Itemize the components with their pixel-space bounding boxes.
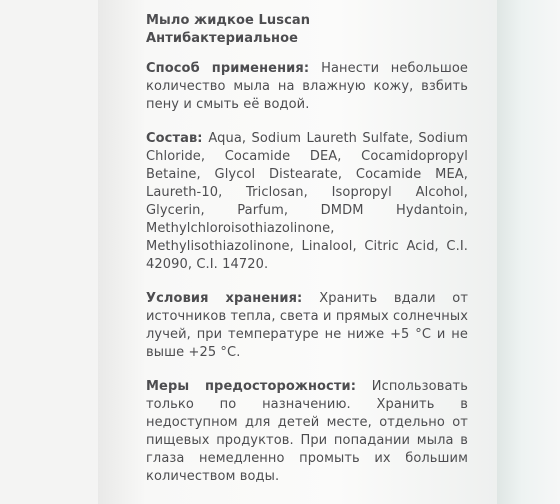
precautions-section xyxy=(146,378,468,486)
label-text-block xyxy=(146,12,468,502)
ingredients-section xyxy=(146,130,468,274)
ingredients-heading: Состав: xyxy=(146,131,209,146)
usage-heading: Способ применения: xyxy=(146,61,322,76)
ingredients-text: Aqua, Sodium Laureth Sulfate, Sodium Chloride, Cocamide DEA, Cocamidopropyl Betaine, Glycol Distearate, Cocamide MEA, Laureth-10, Triclosan, Isopropyl Alcohol, Glycerin, Parfum, DMDM Hydantoin, Methylchloroisothiazolinone, Methylisothiazolinone, Linalool, Citric Acid, C.I. 42090, C.I. 14720. xyxy=(146,131,468,272)
product-title xyxy=(146,12,468,48)
bottle-edge xyxy=(497,0,560,504)
precautions-heading: Меры предосторожности: xyxy=(146,379,372,394)
product-title-line-2: Антибактериальное xyxy=(146,31,299,46)
usage-text: Нанести небольшое количество мыла на влажную кожу, взбить пену и смыть её водой. xyxy=(146,61,468,112)
product-title-line-1: Мыло жидкое Luscan xyxy=(146,13,311,28)
storage-heading: Условия хранения: xyxy=(146,291,320,306)
storage-text: Хранить вдали от источников тепла, света и прямых солнечных лучей, при температуре не ниже +5 °С и не выше +25 °С. xyxy=(146,291,468,360)
precautions-text: Использовать только по назначению. Хранить в недоступном для детей месте, отдельно от пищевых продуктов. При попадании мыла в глаза немедленно промыть их большим количеством воды. xyxy=(146,379,468,484)
storage-section xyxy=(146,290,468,362)
usage-section xyxy=(146,60,468,114)
